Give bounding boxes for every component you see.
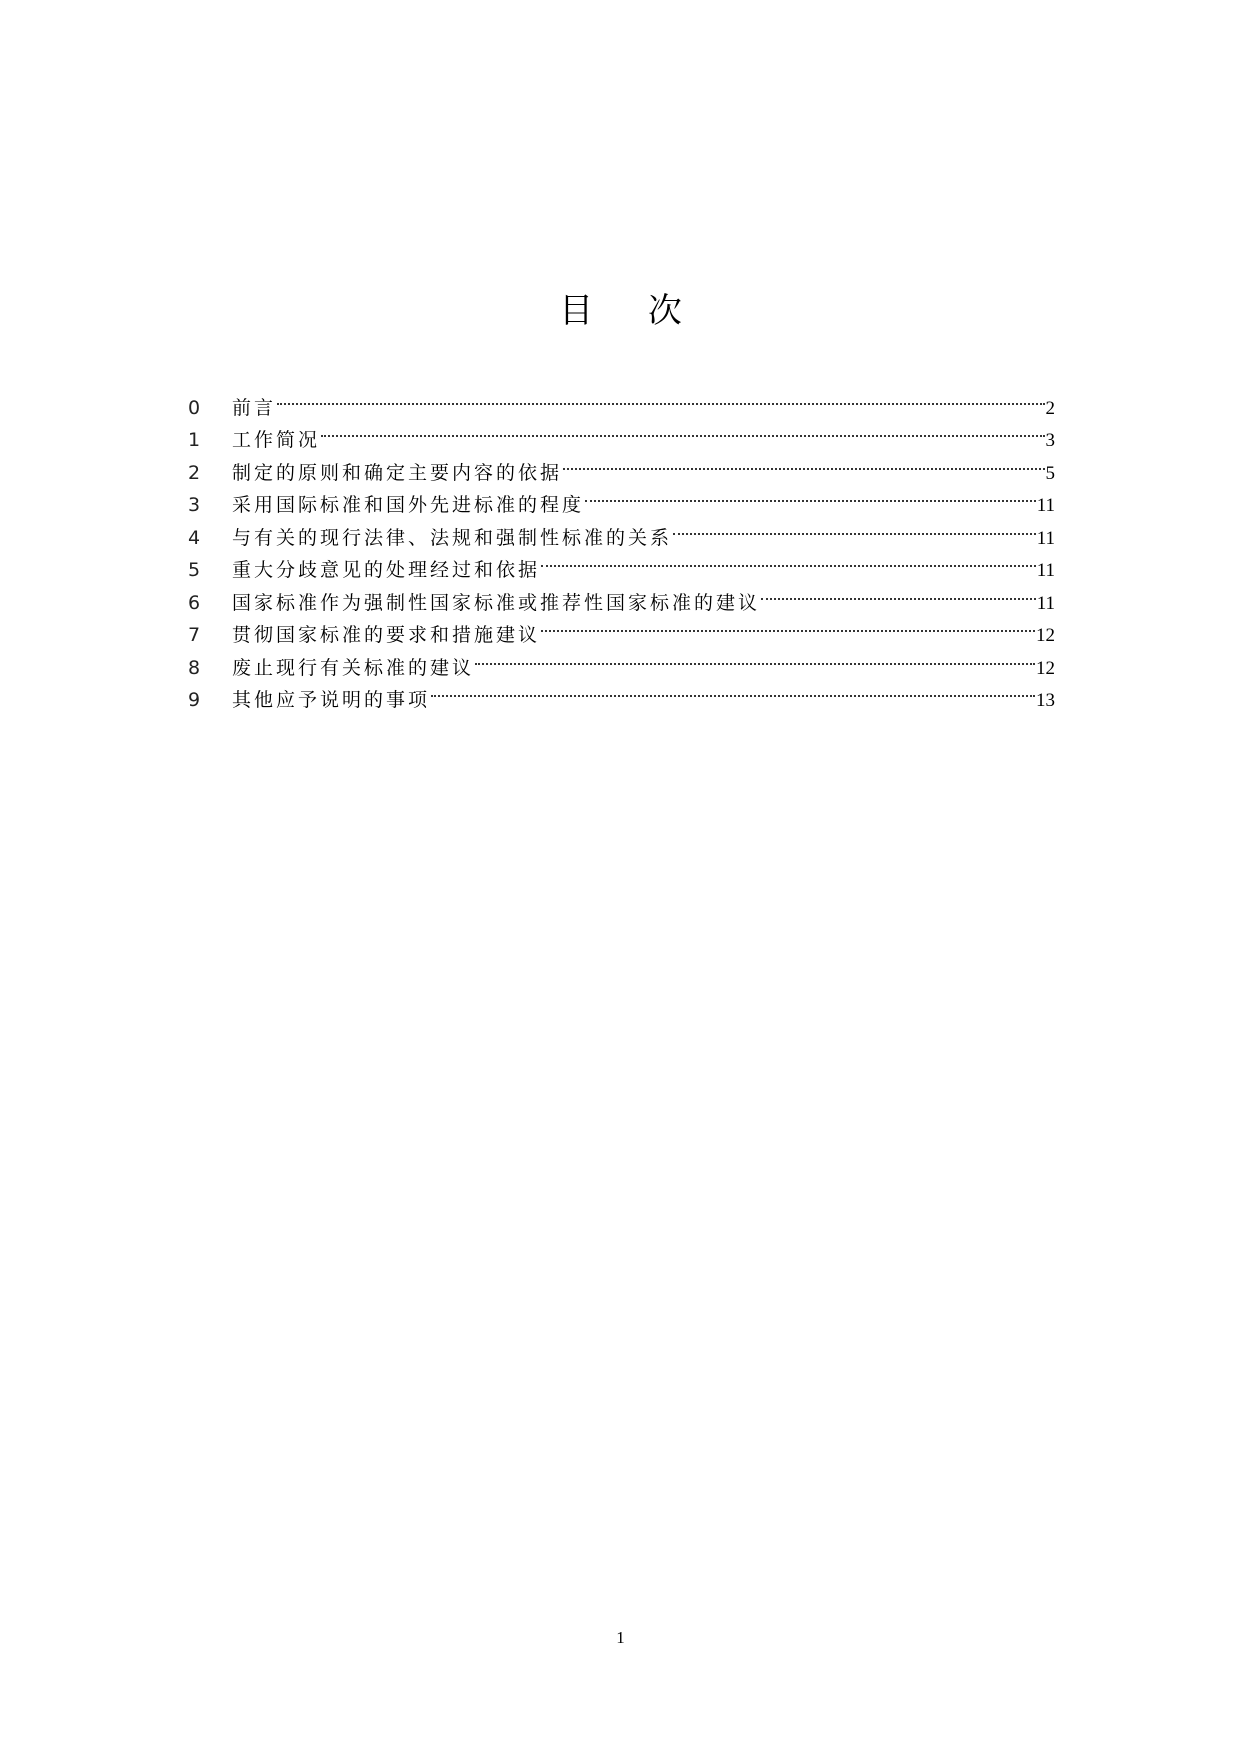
toc-entry-title[interactable]: 废止现行有关标准的建议 [232, 656, 475, 679]
toc-dot-leader [585, 479, 1036, 512]
toc-entry-title[interactable]: 前言 [232, 396, 277, 419]
toc-entry-number: 6 [188, 591, 201, 614]
toc-entry-page[interactable]: 2 [1045, 397, 1055, 419]
toc-entry-title[interactable]: 国家标准作为强制性国家标准或推荐性国家标准的建议 [232, 591, 761, 614]
toc-dot-leader [321, 414, 1044, 447]
toc-entry-number: 1 [188, 429, 201, 451]
toc-entry-number: 4 [188, 526, 201, 549]
toc-dot-leader [563, 446, 1044, 479]
toc-dot-leader [761, 576, 1036, 609]
toc-entry-title[interactable]: 贯彻国家标准的要求和措施建议 [232, 624, 541, 646]
toc-entry-title[interactable]: 制定的原则和确定主要内容的依据 [232, 461, 563, 484]
toc-entry-title[interactable]: 重大分歧意见的处理经过和依据 [232, 559, 541, 581]
toc-entry-number: 8 [188, 656, 201, 679]
toc-dot-leader [673, 511, 1036, 544]
toc-entry-page[interactable]: 11 [1036, 495, 1055, 516]
table-of-contents [188, 381, 1055, 711]
toc-entry-page[interactable]: 12 [1036, 625, 1055, 646]
toc-title: 目 次 [559, 291, 704, 331]
toc-dot-leader [541, 544, 1036, 577]
toc-entry[interactable] [188, 414, 1055, 451]
toc-entry-number: 5 [188, 559, 201, 581]
toc-entry-title[interactable]: 与有关的现行法律、法规和强制性标准的关系 [232, 526, 673, 549]
toc-entry-number: 3 [188, 494, 201, 516]
page-number: 1 [616, 1628, 625, 1647]
toc-entry-page[interactable]: 12 [1036, 657, 1055, 679]
toc-entry[interactable] [188, 381, 1055, 419]
toc-dot-leader [541, 609, 1035, 642]
toc-entry-page[interactable]: 13 [1036, 690, 1055, 711]
toc-entry-number: 7 [188, 624, 201, 646]
toc-entry-page[interactable]: 11 [1036, 592, 1055, 614]
toc-dot-leader [475, 641, 1035, 674]
toc-dot-leader [431, 674, 1035, 707]
toc-entry-title[interactable]: 工作简况 [232, 429, 321, 451]
toc-entry-title[interactable]: 其他应予说明的事项 [232, 689, 431, 711]
toc-dot-leader [277, 381, 1044, 414]
toc-entry-number: 0 [188, 396, 201, 419]
toc-entry-page[interactable]: 11 [1036, 527, 1055, 549]
toc-entry-title[interactable]: 采用国际标准和国外先进标准的程度 [232, 494, 585, 516]
toc-entry-number: 9 [188, 689, 201, 711]
toc-entry-page[interactable]: 11 [1036, 560, 1055, 581]
toc-entry-page[interactable]: 3 [1045, 430, 1055, 451]
toc-entry-page[interactable]: 5 [1045, 462, 1055, 484]
toc-entry-number: 2 [188, 461, 201, 484]
